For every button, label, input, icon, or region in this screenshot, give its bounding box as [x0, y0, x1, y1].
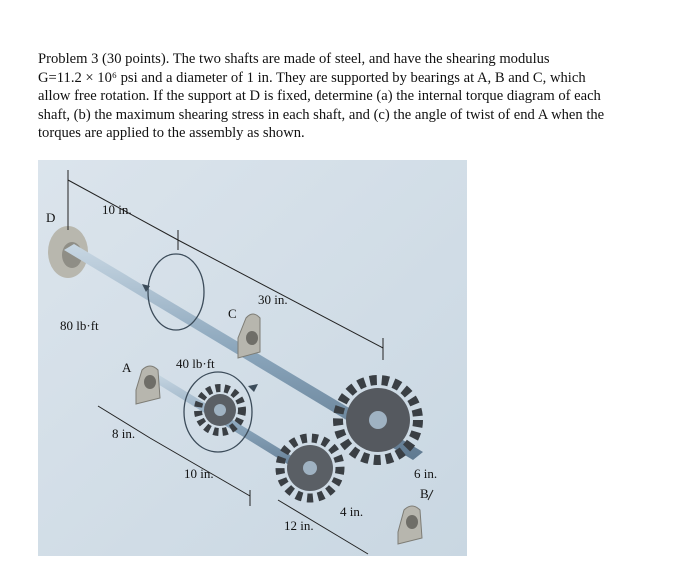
label-10in-top: 10 in.	[102, 202, 132, 217]
label-40-lbft: 40 lb·ft	[176, 356, 215, 371]
label-6in: 6 in.	[414, 466, 438, 481]
problem-line-5: torques are applied to the assembly as shown.	[38, 125, 305, 142]
problem-line-1: Problem 3 (30 points). The two shafts are made of steel, and have the shearing modulus	[38, 51, 550, 67]
label-8in: 8 in.	[112, 426, 136, 441]
label-80-lbft: 80 lb·ft	[60, 318, 99, 333]
label-a: A	[122, 360, 132, 375]
label-d: D	[46, 210, 56, 225]
label-4in: 4 in.	[340, 504, 364, 519]
problem-line-4: shaft, (b) the maximum shearing stress in each shaft, and (c) the angle of twist of end A when the	[38, 106, 605, 123]
label-30in: 30 in.	[258, 292, 288, 307]
label-12in: 12 in.	[284, 518, 314, 533]
problem-statement	[38, 50, 688, 143]
problem-line-3: allow free rotation. If the support at D is fixed, determine (a) the internal torque diagram of each	[38, 88, 601, 105]
label-10in-bottom: 10 in.	[184, 466, 214, 481]
problem-line-2: G=11.2 × 10⁶ psi and a diameter of 1 in. They are supported by bearings at A, B and C, which	[38, 69, 586, 86]
label-c: C	[228, 306, 237, 321]
label-b: B	[420, 486, 429, 501]
shaft-assembly-figure	[38, 160, 467, 556]
